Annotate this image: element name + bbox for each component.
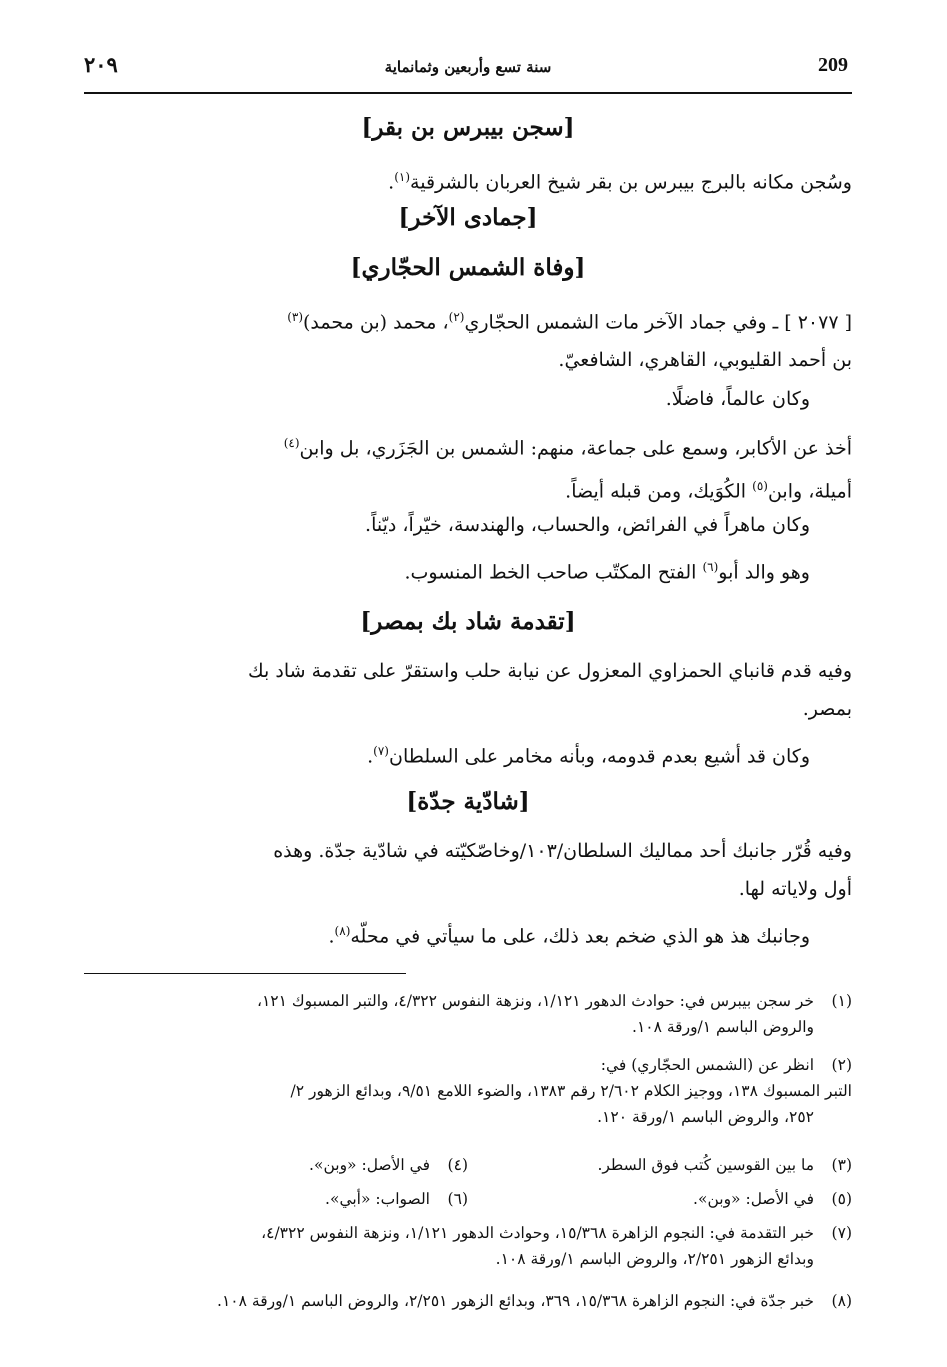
footnote-3: [468, 1152, 852, 1178]
paragraph-text: وهو والد أبو: [718, 561, 810, 584]
paragraph-line: بن أحمد القليوبي، القاهري، الشافعيّ.: [558, 349, 852, 372]
paragraph-text: الفتح المكتّب صاحب الخط المنسوب.: [404, 561, 703, 584]
paragraph-appointment: [84, 652, 852, 728]
paragraph-teachers: [84, 424, 852, 511]
footnote-text: في الأصل: «وبن».: [309, 1156, 430, 1174]
paragraph-text: وسُجن مكانه بالبرج بيبرس بن بقر شيخ العربان بالشرقية: [410, 171, 852, 194]
section-heading-appointment: [تقدمة شاد بك بمصر]: [360, 608, 576, 635]
footnote-ref: (٢): [448, 310, 465, 324]
paragraph-imprisonment: وسُجن مكانه بالبرج بيبرس بن بقر شيخ العربان بالشرقية$^{(١)}$.: [388, 170, 852, 194]
header-rule: [84, 92, 852, 94]
footnote-ref: (٦): [702, 560, 719, 574]
footnote-number: (٤): [447, 1156, 468, 1174]
footnote-text: ما بين القوسين كُتب فوق السطر.: [597, 1156, 814, 1174]
paragraph-text: وجانبك هذ هو الذي ضخم بعد ذلك، على ما سيأتي في محلّه: [350, 925, 810, 948]
paragraph-scholar: وكان عالماً، فاضلًا.: [665, 388, 810, 410]
paragraph-jeddah: [84, 832, 852, 908]
footnote-ref: (١): [394, 170, 411, 184]
paragraph-line: [84, 424, 852, 467]
footnote-number: (٨): [831, 1292, 852, 1310]
footnote-number: (٧): [831, 1224, 852, 1242]
footnote-rule: [84, 973, 406, 974]
paragraph-rumor: وكان قد أشيع بعدم قدومه، وبأنه مخامر على السلطان$^{(٧)}$.: [367, 744, 810, 768]
footnote-7: [84, 1220, 852, 1272]
paragraph-line: [84, 467, 852, 510]
paragraph-line: [84, 298, 852, 341]
footnote-ref: (٤): [283, 436, 300, 450]
footnotes-3-4: [84, 1152, 852, 1178]
paragraph-death-entry: [84, 298, 852, 379]
footnote-ref: (٥): [752, 479, 768, 494]
book-page: [84, 40, 852, 1340]
footnote-text: الصواب: «أبي».: [325, 1190, 430, 1208]
section-heading-imprisonment: [سجن بيبرس بن بقر]: [361, 114, 575, 141]
footnote-ref: (٨): [334, 924, 351, 938]
paragraph-skills: وكان ماهراً في الفرائض، والحساب، والهندسة، خيّراً، ديّناً.: [365, 514, 810, 536]
paragraph-line: وفيه قدم قانباي الحمزاوي المعزول عن نيابة حلب واستقرّ على تقدمة شاد بك: [248, 660, 852, 682]
footnote-text: والروض الباسم ١/ورقة ١٠٨.: [632, 1018, 814, 1036]
footnote-6: [84, 1186, 468, 1212]
footnote-text: التبر المسبوك ١٣٨، ووجيز الكلام ٢/٦٠٢ رقم ١٣٨٣، والضوء اللامع ٩/٥١، وبدائع الزهور ٢/: [290, 1082, 852, 1100]
paragraph-text: أخذ عن الأكابر، وسمع على جماعة، منهم: الشمس بن الجَزَري، بل وابن: [299, 437, 852, 460]
footnote-number: (١): [831, 992, 852, 1010]
page-number-arabic: ٢٠٩: [84, 52, 118, 77]
footnote-text: وبدائع الزهور ٢/٢٥١، والروض الباسم ١/ورقة ١٠٨.: [495, 1250, 814, 1268]
running-title: سنة تسع وأربعين وثمانماية: [384, 58, 552, 76]
footnote-number: (٢): [831, 1056, 852, 1074]
paragraph-text: أميلة، وابن: [767, 480, 852, 503]
footnote-1: [84, 988, 852, 1040]
paragraph-line: بمصر.: [802, 698, 852, 720]
footnote-8: [84, 1288, 852, 1314]
footnote-ref: (٧): [373, 744, 389, 758]
section-heading-jeddah: [شادّية جدّة]: [406, 788, 530, 815]
paragraph-line: أول ولاياته لها.: [738, 878, 852, 900]
footnote-5: [468, 1186, 852, 1212]
page-header: [84, 48, 852, 88]
footnote-2: [84, 1052, 852, 1130]
footnote-text: خبر جدّة في: النجوم الزاهرة ١٥/٣٦٨، ٣٦٩، وبدائع الزهور ٢/٢٥١، والروض الباسم ١/ورقة ١٠٨.: [217, 1292, 814, 1310]
footnote-4: [84, 1152, 468, 1178]
section-heading-death: [وفاة الشمس الحجّاري]: [350, 254, 586, 281]
footnote-text: خر سجن بيبرس في: حوادث الدهور ١/١٢١، ونزهة النفوس ٤/٣٢٢، والتبر المسبوك ١٢١،: [256, 992, 814, 1010]
paragraph-father: [84, 548, 810, 591]
section-heading-month: [جمادى الآخر]: [398, 204, 538, 231]
footnote-number: (٦): [447, 1190, 468, 1208]
footnote-text: خبر التقدمة في: النجوم الزاهرة ١٥/٣٦٨، وحوادث الدهور ١/١٢١، ونزهة النفوس ٤/٣٢٢،: [261, 1224, 814, 1242]
footnote-text: ٢٥٢، والروض الباسم ١/ورقة ١٢٠.: [597, 1108, 814, 1126]
footnote-number: (٣): [831, 1156, 852, 1174]
paragraph-text: وكان قد أشيع بعدم قدومه، وبأنه مخامر على السلطان: [388, 745, 810, 768]
entry-text: ، محمد (بن محمد): [303, 311, 449, 334]
paragraph-janbak: وجانبك هذ هو الذي ضخم بعد ذلك، على ما سيأتي في محلّه$^{(٨)}$.: [328, 924, 810, 948]
page-number-latin: 209: [818, 54, 848, 76]
footnote-number: (٥): [831, 1190, 852, 1208]
footnote-ref: (٣): [287, 310, 304, 324]
footnote-text: في الأصل: «وبن».: [693, 1190, 814, 1208]
paragraph-text: الكُوَيك، ومن قبله أيضاً.: [565, 480, 753, 503]
footnotes-5-6: [84, 1186, 852, 1212]
paragraph-line: وفيه قُرّر جانبك أحد مماليك السلطان/١٠٣/وخاصّكيّته في شادّية جدّة. وهذه: [273, 840, 852, 862]
entry-text: [ ٢٠٧٧ ] ـ وفي جماد الآخر مات الشمس الحجّاري: [464, 311, 852, 334]
footnote-text: انظر عن (الشمس الحجّاري) في:: [600, 1056, 814, 1074]
